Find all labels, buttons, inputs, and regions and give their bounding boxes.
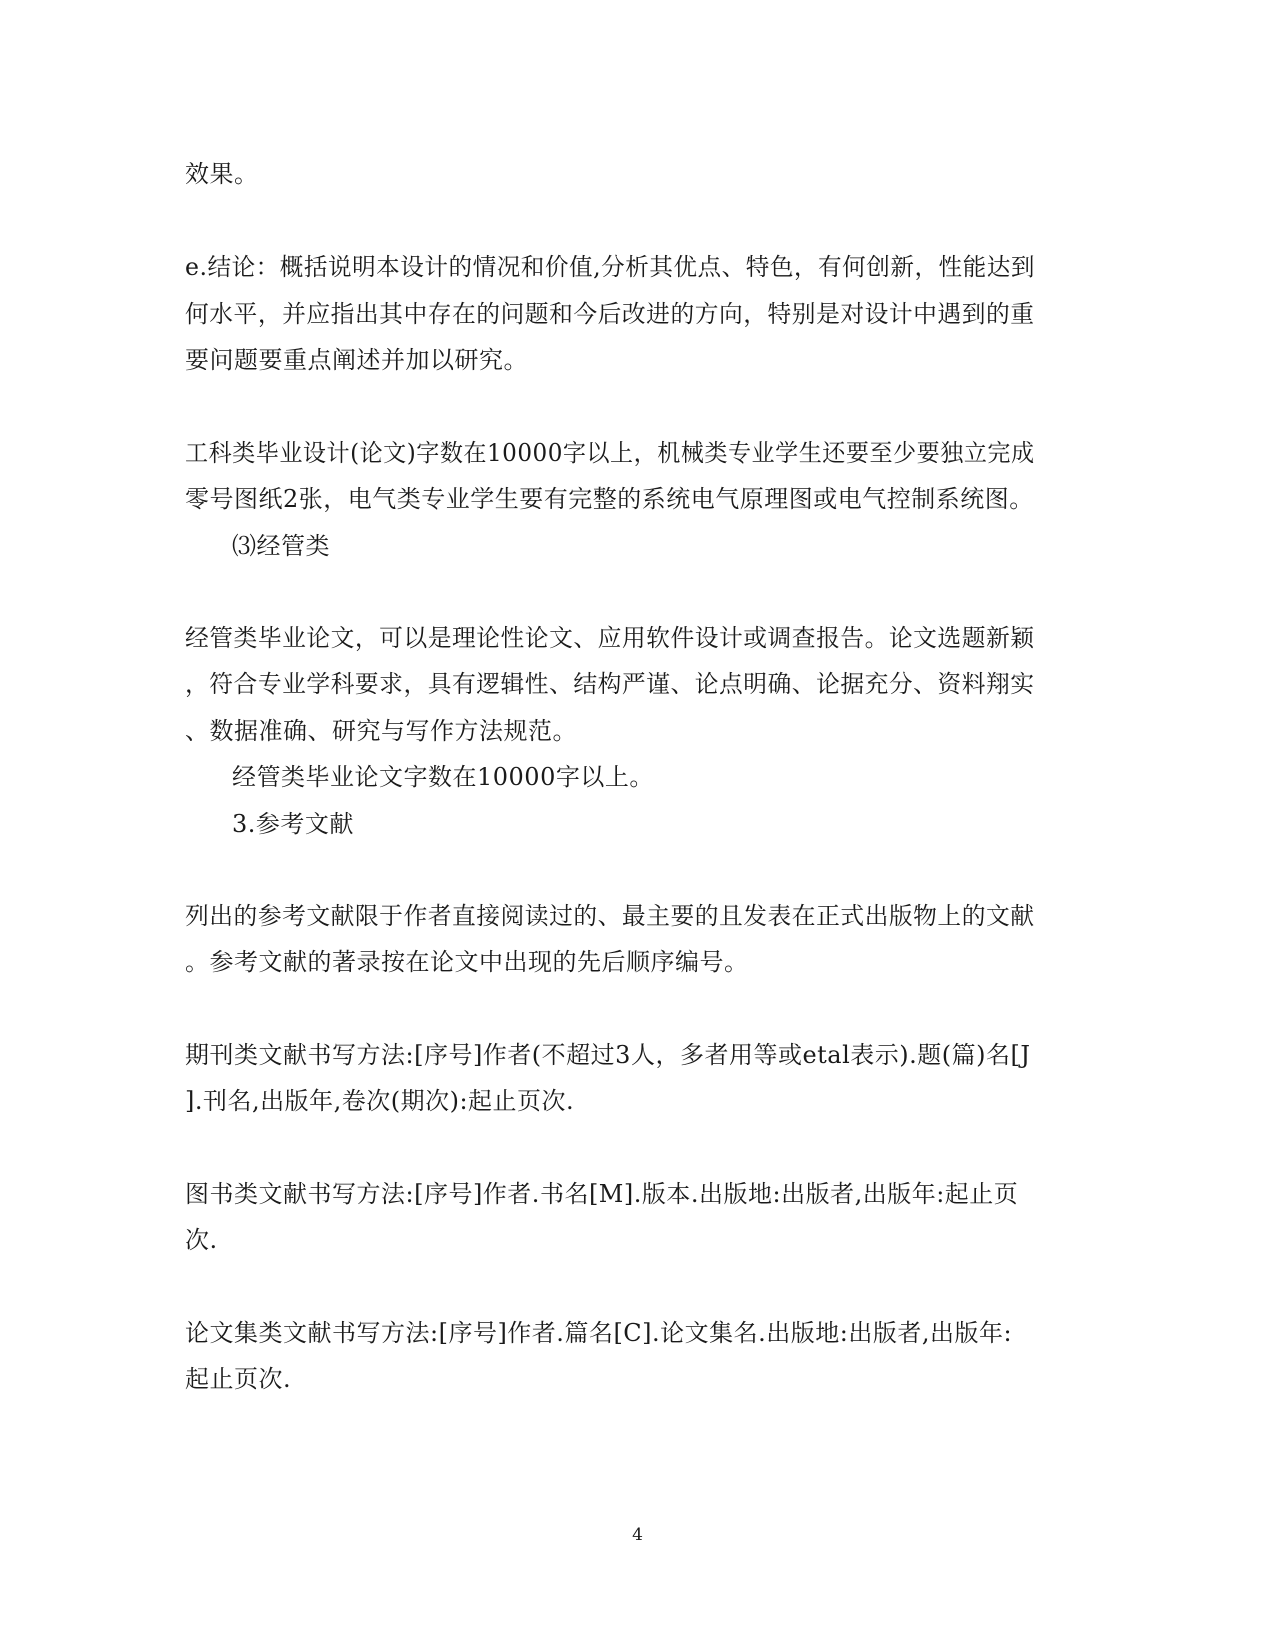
text-line: 经管类毕业论文字数在10000字以上。 xyxy=(232,763,654,791)
text-line: ].刊名,出版年,卷次(期次):起止页次. xyxy=(185,1087,575,1115)
text-line: 零号图纸2张，电气类专业学生要有完整的系统电气原理图或电气控制系统图。 xyxy=(185,485,1034,513)
section-heading: 3.参考文献 xyxy=(232,810,354,838)
text-line: 起止页次. xyxy=(185,1365,292,1393)
text-line: 效果。 xyxy=(185,160,259,188)
section-heading: ⑶经管类 xyxy=(232,532,330,560)
text-line: 论文集类文献书写方法:[序号]作者.篇名[C].论文集名.出版地:出版者,出版年: xyxy=(185,1319,1013,1347)
page-number: 4 xyxy=(632,1525,643,1545)
text-line: ，符合专业学科要求，具有逻辑性、结构严谨、论点明确、论据充分、资料翔实 xyxy=(185,670,1035,698)
text-line: 。参考文献的著录按在论文中出现的先后顺序编号。 xyxy=(185,948,749,976)
text-line: 、数据准确、研究与写作方法规范。 xyxy=(185,717,577,745)
text-line: 何水平，并应指出其中存在的问题和今后改进的方向，特别是对设计中遇到的重 xyxy=(185,300,1035,328)
text-line: 图书类文献书写方法:[序号]作者.书名[M].版本.出版地:出版者,出版年:起止页 xyxy=(185,1180,1019,1208)
text-line: e.结论：概括说明本设计的情况和价值,分析其优点、特色，有何创新，性能达到 xyxy=(185,253,1035,281)
text-line: 经管类毕业论文，可以是理论性论文、应用软件设计或调查报告。论文选题新颖 xyxy=(185,624,1035,652)
text-line: 次. xyxy=(185,1226,218,1254)
text-line: 要问题要重点阐述并加以研究。 xyxy=(185,346,528,374)
text-line: 期刊类文献书写方法:[序号]作者(不超过3人，多者用等或etal表示).题(篇)名[J xyxy=(185,1041,1031,1069)
text-line: 工科类毕业设计(论文)字数在10000字以上，机械类专业学生还要至少要独立完成 xyxy=(185,439,1035,467)
text-line: 列出的参考文献限于作者直接阅读过的、最主要的且发表在正式出版物上的文献 xyxy=(185,902,1035,930)
